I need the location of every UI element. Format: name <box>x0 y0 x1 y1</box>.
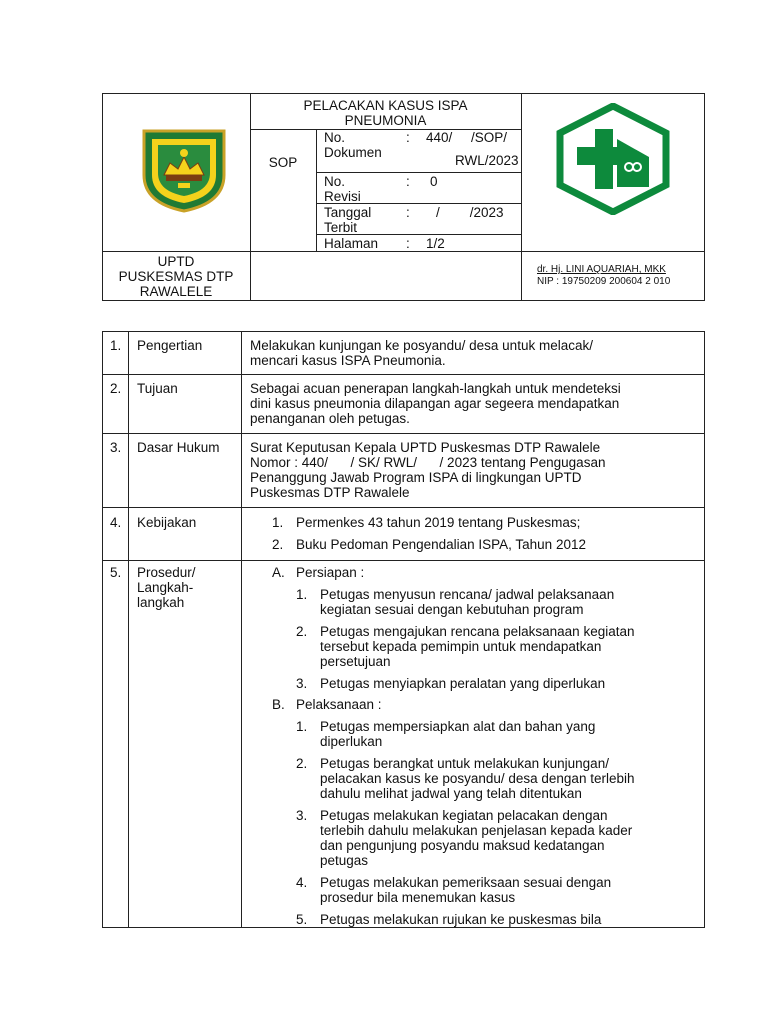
step-number: 2. <box>296 624 308 639</box>
step-line: petugas <box>320 853 369 868</box>
row-label: Tujuan <box>137 381 178 396</box>
step-number: 1. <box>296 587 308 602</box>
row-text-line: Surat Keputusan Kepala UPTD Puskesmas DTP Rawalele <box>250 440 601 455</box>
row-number: 3. <box>110 440 122 455</box>
list-number: 2. <box>272 537 284 552</box>
step-number: 5. <box>296 912 308 927</box>
procedure-row-line <box>102 560 705 561</box>
doc-number-label2: Dokumen <box>324 145 382 160</box>
procedure-col-divider <box>128 331 129 928</box>
section-title: Pelaksanaan : <box>296 697 382 712</box>
row-label: Langkah- <box>137 580 194 595</box>
step-line: tersebut kepada pemimpin untuk mendapatkan <box>320 639 602 654</box>
row-text-line: Sebagai acuan penerapan langkah-langkah untuk mendeteksi <box>250 381 621 396</box>
step-line: Petugas berangkat untuk melakukan kunjungan/ <box>320 756 609 771</box>
row-label: langkah <box>137 595 185 610</box>
org-name-line3: RAWALELE <box>139 284 213 299</box>
page-colon: : <box>406 236 410 251</box>
procedure-row-line <box>102 507 705 508</box>
step-number: 1. <box>296 719 308 734</box>
header-row-line <box>316 172 521 173</box>
signer-nip: NIP : 19750209 200604 2 010 <box>537 276 671 287</box>
section-letter: A. <box>272 565 285 580</box>
row-label: Kebijakan <box>137 515 197 530</box>
step-line: dan pengunjung posyandu maksud kedatangan <box>320 838 605 853</box>
page-label: Halaman <box>324 236 379 251</box>
section-title: Persiapan : <box>296 565 365 580</box>
step-line: dahulu melihat jadwal yang telah ditentukan <box>320 786 582 801</box>
step-number: 3. <box>296 676 308 691</box>
sop-title-line2: PNEUMONIA <box>344 113 427 128</box>
doc-number-value: 440/ /SOP/ <box>426 130 508 145</box>
procedure-row-line <box>102 374 705 375</box>
sop-title-line1: PELACAKAN KASUS ISPA <box>303 98 468 113</box>
org-name-line2: PUSKESMAS DTP <box>118 269 234 284</box>
org-name-line1: UPTD <box>157 254 195 269</box>
header-sop-divider <box>316 129 317 251</box>
step-line: Petugas menyiapkan peralatan yang diperlukan <box>320 676 606 691</box>
row-text-line: penanganan oleh petugas. <box>250 411 410 426</box>
step-line: kegiatan sesuai dengan kebutuhan program <box>320 602 584 617</box>
revision-label2: Revisi <box>324 189 361 204</box>
step-line: Petugas melakukan pemeriksaan sesuai dengan <box>320 875 612 890</box>
row-label: Prosedur/ <box>137 565 196 580</box>
doc-number-label: No. <box>324 130 346 145</box>
sop-label: SOP <box>268 155 298 170</box>
step-line: Petugas melakukan rujukan ke puskesmas bila <box>320 912 602 927</box>
row-label: Pengertian <box>137 338 203 353</box>
step-line: terlebih dahulu melakukan penjelasan kepada kader <box>320 823 633 838</box>
step-line: prosedur bila menemukan kasus <box>320 890 516 905</box>
page-value: 1/2 <box>426 236 445 251</box>
step-number: 2. <box>296 756 308 771</box>
issue-date-value: / /2023 <box>436 205 504 220</box>
row-text-line: dini kasus pneumonia dilapangan agar segeera mendapatkan <box>250 396 620 411</box>
header-bottom-line <box>102 251 705 252</box>
row-text-line: Melakukan kunjungan ke posyandu/ desa untuk melacak/ <box>250 338 593 353</box>
procedure-col-divider <box>241 331 242 928</box>
list-item: Permenkes 43 tahun 2019 tentang Puskesmas; <box>296 515 581 530</box>
step-line: Petugas menyusun rencana/ jadwal pelaksanaan <box>320 587 615 602</box>
puskesmas-cross-icon <box>555 103 671 215</box>
step-number: 4. <box>296 875 308 890</box>
doc-number-value2: RWL/2023 <box>455 153 519 168</box>
revision-label: No. <box>324 174 346 189</box>
regency-emblem-icon <box>140 125 228 213</box>
step-line: Petugas mengajukan rencana pelaksanaan kegiatan <box>320 624 635 639</box>
issue-date-colon: : <box>406 205 410 220</box>
procedure-row-line <box>102 433 705 434</box>
row-text-line: Penanggung Jawab Program ISPA di lingkungan UPTD <box>250 470 582 485</box>
row-number: 2. <box>110 381 122 396</box>
issue-date-label: Tanggal <box>324 205 372 220</box>
issue-date-label2: Terbit <box>324 220 358 235</box>
step-line: persetujuan <box>320 654 391 669</box>
row-text-line: mencari kasus ISPA Pneumonia. <box>250 353 446 368</box>
step-line: diperlukan <box>320 734 383 749</box>
section-letter: B. <box>272 697 285 712</box>
list-number: 1. <box>272 515 284 530</box>
row-label: Dasar Hukum <box>137 440 220 455</box>
header-divider-right <box>521 93 522 301</box>
step-line: Petugas mempersiapkan alat dan bahan yang <box>320 719 596 734</box>
step-line: pelacakan kasus ke posyandu/ desa dengan terlebih <box>320 771 635 786</box>
list-item: Buku Pedoman Pengendalian ISPA, Tahun 2012 <box>296 537 586 552</box>
revision-colon: : <box>406 174 410 189</box>
row-number: 5. <box>110 565 122 580</box>
row-number: 1. <box>110 338 122 353</box>
step-line: Petugas melakukan kegiatan pelacakan dengan <box>320 808 608 823</box>
signer-name: dr. Hj. LINI AQUARIAH, MKK <box>537 264 666 275</box>
row-text-line: Puskesmas DTP Rawalele <box>250 485 410 500</box>
row-number: 4. <box>110 515 122 530</box>
revision-value: 0 <box>430 174 438 189</box>
doc-number-colon: : <box>406 130 410 145</box>
step-number: 3. <box>296 808 308 823</box>
row-text-line: Nomor : 440/ / SK/ RWL/ / 2023 tentang Pengugasan <box>250 455 606 470</box>
